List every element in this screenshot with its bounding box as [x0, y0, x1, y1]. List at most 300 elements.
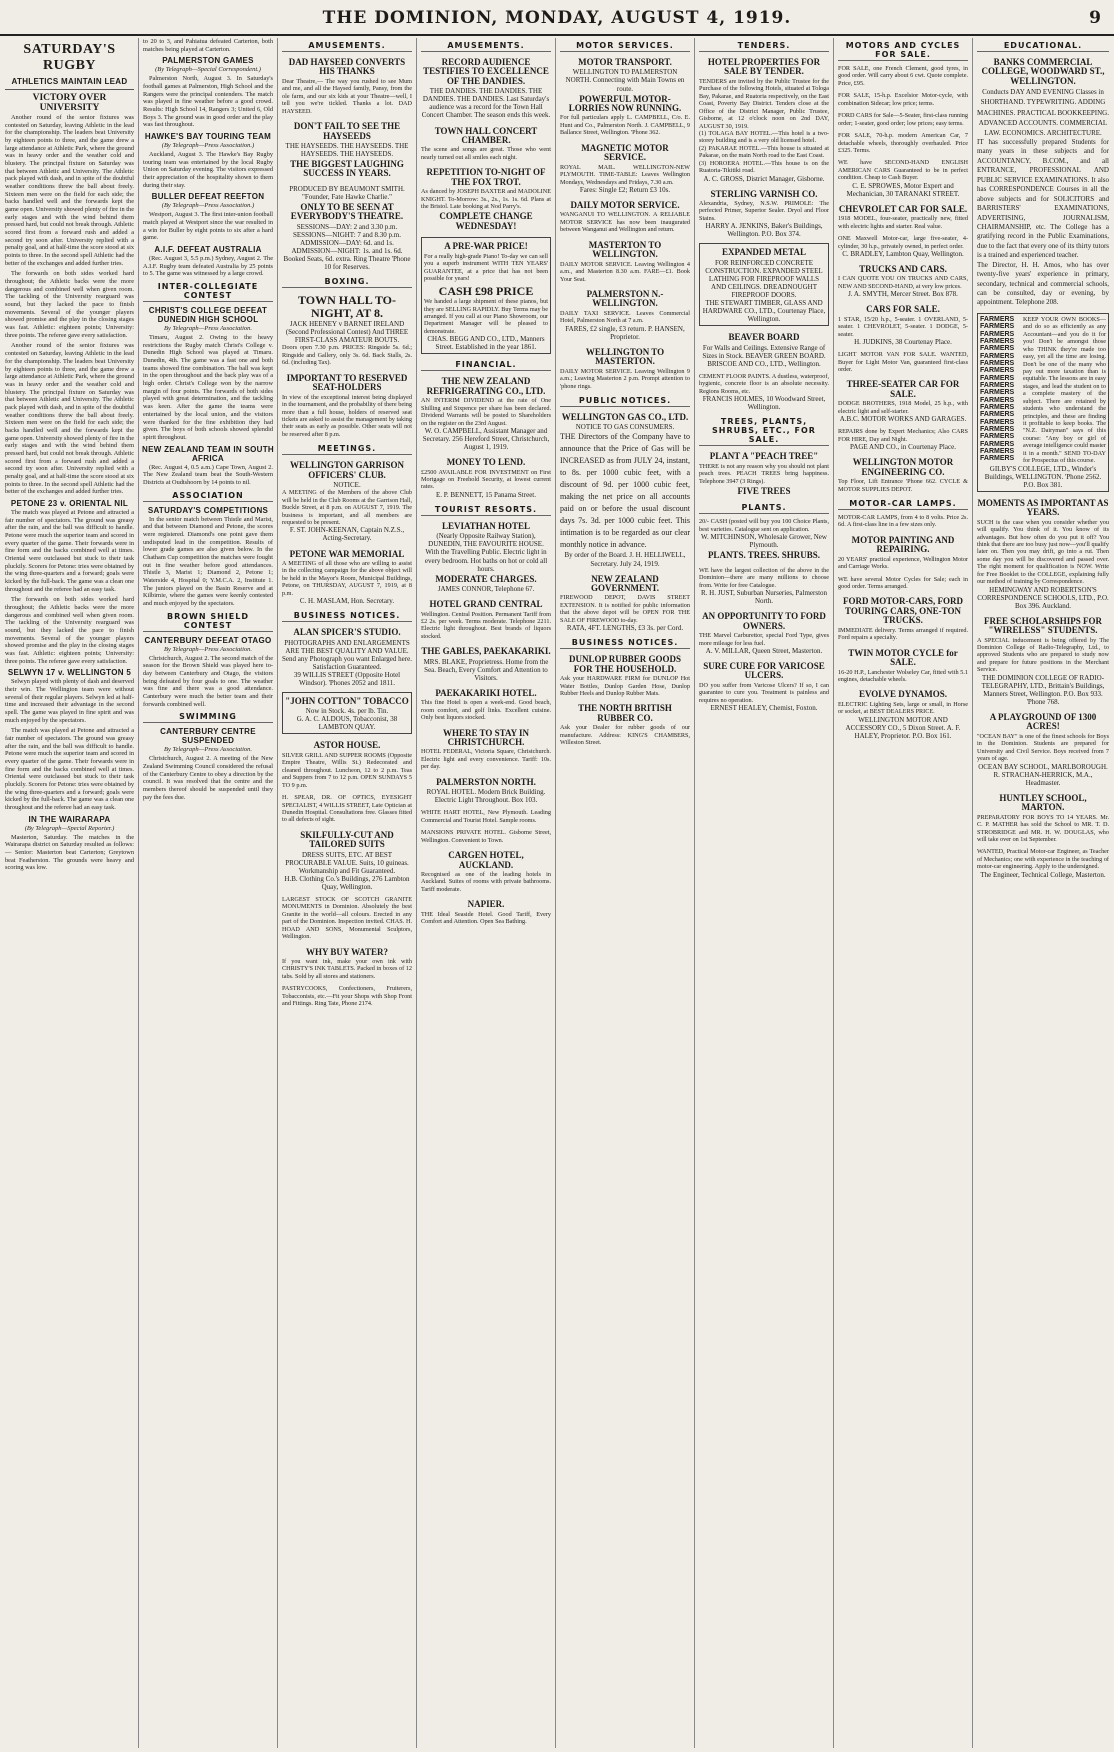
ad-body: MANSIONS PRIVATE HOTEL. Gisborne Street, Wellington. Convenient to Town.	[421, 829, 551, 844]
ad-body: In view of the exceptional interest being displayed in the tournament, and the probability of there being more than a full house, holders of reserved seat tickets are asked to assist the management by taking their seats as early as possible. Other seats will not be reserved after 8 p.m.	[282, 393, 412, 438]
column-rule	[972, 38, 973, 1748]
ad-body: 20 YEARS' practical experience, Wellington Motor and Carriage Works.	[838, 555, 968, 571]
classified-ad	[838, 112, 968, 127]
classified-ad	[838, 351, 968, 373]
classified-ad	[838, 159, 968, 197]
ad-title: ONLY TO BE SEEN AT EVERYBODY'S THEATRE.	[290, 202, 404, 222]
ad-body: DRESS SUITS, ETC. AT BEST PROCURABLE VALUE. Suits, 10 guineas. Workmanship and Fit Guaranteed.	[285, 850, 409, 875]
ad-body: WE have SECOND-HAND ENGLISH AMERICAN CARS Guaranteed to be in perfect condition. Cheap to Cash Buyer.	[838, 159, 968, 182]
ad-signature: HEMINGWAY AND ROBERTSON'S CORRESPONDENCE SCHOOLS, LTD., P.O. Box 396. Auckland.	[977, 585, 1109, 610]
advertisement	[560, 142, 690, 194]
classified-ad	[838, 647, 968, 684]
column-2-sport	[140, 38, 276, 1748]
ad-body: WANTED, Practical Motor-car Engineer, as Teacher of Mechanics; one with experience in the teaching of motor-car engineering. Apply to the undersigned.	[977, 848, 1109, 871]
advertisement	[421, 56, 551, 120]
ad-title: WHY BUY WATER?	[305, 946, 388, 957]
classified-ad	[838, 92, 968, 107]
ad-body: ROYAL HOTEL. Modern Brick Building. Electric Light Throughout. Box 103.	[426, 788, 546, 805]
advertisement	[282, 829, 412, 891]
ad-title: MOTOR TRANSPORT.	[578, 57, 672, 67]
ad-title: EXPANDED METAL	[722, 247, 806, 258]
ad-body: DODGE BROTHERS, 1918 Model, 25 h.p., with electric light and self-starter.	[838, 400, 968, 415]
section-heading: BROWN SHIELD CONTEST	[143, 611, 273, 632]
ad-title: MOMENTS AS IMPORTANT AS YEARS.	[977, 497, 1109, 518]
ad-signature: E. P. BENNETT, 15 Panama Street.	[436, 490, 536, 499]
ad-title: THE NEW ZEALAND REFRIGERATING CO., LTD.	[426, 376, 546, 396]
ad-title: PLANT A "PEACH TREE"	[709, 451, 819, 462]
ad-title: TOWN HALL CONCERT CHAMBER.	[434, 125, 538, 145]
advertisement	[421, 166, 551, 232]
ad-title: WHERE TO STAY IN CHRISTCHURCH.	[442, 727, 530, 748]
article-body: Masterton, Saturday. The matches in the Wairarapa district on Saturday resulted as follows:— Senior: Masterton beat Carterton; Greytown beat Featherston. The grounds were heavy and scoring was low.	[5, 833, 134, 872]
article-headline: NEW ZEALAND TEAM IN SOUTH AFRICA	[142, 444, 274, 463]
ad-signature: W. MITCHINSON, Wholesale Grower, New Plymouth.	[701, 533, 827, 550]
ad-body: DO you suffer from Varicose Ulcers? If so, I can guarantee to cure you. Treatment is painless and requires no operation.	[699, 681, 829, 704]
divider	[5, 89, 134, 90]
classified-ad	[838, 456, 968, 493]
ad-title: WELLINGTON MOTOR ENGINEERING CO.	[852, 457, 954, 477]
advertisement	[421, 645, 551, 682]
ad-body: Recognised as one of the leading hotels in Auckland. Suites of rooms with private bathrooms. Tariff moderate.	[421, 870, 551, 893]
advertisement	[421, 776, 551, 805]
classified-ad	[838, 303, 968, 346]
ad-body: Alexandria, Sydney, N.S.W. PRIMOLE: The perfected Primer, Superior Sealer. Dryol and Floor Stains.	[699, 200, 829, 222]
ad-signature: A. V. MILLAR, Queen Street, Masterton.	[705, 647, 823, 655]
ad-title: DAILY MOTOR SERVICE.	[570, 200, 680, 210]
ad-title: MAGNETIC MOTOR SERVICE.	[581, 142, 669, 163]
ad-body: 1 STAR, 15/20 h.p., 5-seater. 1 OVERLAND, 5-seater. 1 CHEVROLET, 5-seater. 1 DODGE, 5-seater.	[838, 315, 968, 338]
advertisement	[699, 450, 829, 497]
article-headline: IN THE WAIRARAPA	[28, 814, 111, 824]
ad-title: DUNLOP RUBBER GOODS FOR THE HOUSEHOLD.	[568, 654, 682, 674]
ad-title: PETONE WAR MEMORIAL	[289, 548, 405, 559]
advertisement	[560, 56, 690, 137]
ad-body: (2) PAKARAE HOTEL.—This house is situated at Pakarae, on the main North road to the East Coast.	[699, 144, 829, 160]
advertisement	[282, 896, 412, 941]
column-1-sport	[2, 38, 137, 1748]
advertisement	[421, 849, 551, 893]
article-headline: A.I.F. DEFEAT AUSTRALIA	[154, 245, 262, 255]
ad-signature: WELLINGTON MOTOR AND ACCESSORY CO., 5 Dixon Street. A. F. HALEY, Proprietor. P.O. Box 161.	[845, 715, 961, 740]
ad-title: BANKS COMMERCIAL COLLEGE, WOODWARD ST., WELLINGTON.	[981, 57, 1105, 86]
advertisement	[699, 373, 829, 411]
section-heading: SWIMMING	[143, 711, 273, 723]
section-heading: AMUSEMENTS.	[282, 40, 412, 52]
article-body: (Rec. August 3, 5.5 p.m.) Sydney, August 2. The A.I.F. Rugby team defeated Australia by 25 points to 5. The game was witnessed by a large crowd.	[143, 255, 273, 278]
ad-title: SKILFULLY-CUT AND TAILORED SUITS	[300, 829, 394, 850]
article-headline: CANTERBURY CENTRE SUSPENDED	[160, 727, 256, 746]
ad-body: For Walls and Ceilings. Extensive Range of Sizes in Stock. BEAVER GREEN BOARD.	[702, 343, 826, 360]
column-rule	[416, 38, 417, 1748]
ad-subtitle: NOTICE TO GAS CONSUMERS.	[575, 423, 675, 432]
ad-signature: GILBY'S COLLEGE, LTD., Winder's Buildings, WELLINGTON. 'Phone 2562. P.O. Box 381.	[984, 464, 1102, 489]
article-headline: CHRIST'S COLLEGE DEFEAT DUNEDIN HIGH SCHOOL	[148, 306, 268, 325]
article-body: Another round of the senior fixtures was contested on Saturday, leaving Athletic in the lead for the championship. The leaders beat University by eighteen points to three, and the game drew a large attendance at Athletic Park, where the ground was in heavy order and the weather cold and blustery. The principal fixture on Saturday was that between Athletic and University. The Athletic pack played with dash, and in spite of the doubtful weather conditions threw the ball about freely. Sixteen men were on the field for each side; the backs handled well and the forwards kept the game open. University showed plenty of fire in the early stages and with the wind behind them pressed hard, but could not break through. Athletic scored first from a forward rush and added a second try soon after. University replied with a penalty goal, and at half-time the score stood at six points to three. In the second spell Athletic had the better of the exchanges and added further tries.	[5, 342, 134, 496]
section-heading: TOURIST RESORTS.	[421, 504, 551, 516]
classified-ad	[838, 595, 968, 641]
ad-signature: OCEAN BAY SCHOOL, MARLBOROUGH. R. STRACHAN-HERRICK, M.A., Headmaster.	[978, 762, 1108, 787]
ad-body: Now in Stock. 4s. per lb. Tin.	[305, 707, 389, 716]
ad-title: IMPORTANT TO RESERVED SEAT-HOLDERS	[286, 372, 408, 393]
ad-title: THREE-SEATER CAR FOR SALE.	[846, 379, 960, 399]
advertisement	[560, 288, 690, 341]
article-headline: VICTORY OVER UNIVERSITY	[32, 93, 107, 113]
ad-title: WELLINGTON GAS CO., LTD.	[561, 411, 689, 422]
advertisement	[560, 653, 690, 697]
advertisement	[282, 56, 412, 115]
article-headline: HAWKE'S BAY TOURING TEAM	[144, 132, 272, 142]
article-body: Timaru, August 2. Owing to the heavy restrictions the Rugby match Christ's College v. Dunedin High School was played at Timaru. Dunedin, 4th. The game was a fast one and both teams showed fine combination. The ball was kept in the open throughout and the back play was of a high order. Christ's College won by the narrow margin of four points. The forwards of both sides played with great determination, and the tackling was keen. After the game the teams were entertained by the local union, and the visitors were thanked for the fine exhibition they had given. The boys of both schools showed splendid spirit throughout.	[143, 334, 273, 441]
ad-body: CEMENT FLOOR PAINTS. A dustless, waterproof, hygienic, concrete floor is an absolute necessity. Regions Rooms, etc.	[699, 372, 829, 395]
section-heading: INTER-COLLEGIATE CONTEST	[143, 281, 273, 302]
ad-body: As danced by JOSEPH BAXTER and MADOLINE KNIGHT. To-Morrow: 3s., 2s., 1s. 1s. 6d. Plans at the Bristol. Late booking at Nod Parry's.	[421, 188, 551, 210]
ad-title: TOWN HALL TO-NIGHT, AT 8.	[297, 293, 397, 320]
advertisement	[699, 243, 829, 326]
ad-signature: By order of the Board. J. H. HELLIWELL, Secretary. July 24, 1919.	[564, 551, 686, 568]
advertisement	[560, 346, 690, 390]
ad-title: PAEKAKARIKI HOTEL.	[435, 687, 537, 698]
article-headline: CANTERBURY DEFEAT OTAGO	[144, 635, 272, 645]
byline: (By Telegraph—Press Association.)	[161, 202, 255, 210]
ad-body: FOR SALE, 70-h.p. modern American Car, 7 detachable wheels, thoroughly overhauled. Price £325. Terms.	[838, 132, 968, 154]
ad-title: STERLING VARNISH CO.	[710, 188, 818, 199]
classified-ad	[838, 576, 968, 591]
advertisement	[560, 239, 690, 283]
advertisement	[282, 185, 412, 271]
column-rule	[138, 38, 139, 1748]
column-rule	[833, 38, 834, 1748]
ad-body: FOR SALE, one French Clement, good tyres, in good order. Will carry about 6 cwt. Quote complete. Price, £95.	[838, 65, 968, 87]
ad-body: HOTEL FEDERAL, Victoria Square, Christchurch. Electric light and every convenience. Tariff: 10s. per day.	[421, 748, 551, 771]
advertisement	[977, 792, 1109, 844]
ad-signature: F. ST. JOHN-KEENAN, Captain N.Z.S., Acting-Secretary.	[289, 526, 405, 543]
column-7-motors	[835, 38, 971, 1748]
ad-body: THE Directors of the Company have to announce that the Price of Gas will be INCREASED as from JULY 24, instant, to 8s. per 1000 cubic feet, with a discount of 9d. per 1000 cubic feet, making the net price on all accounts paid on or before the usual discount days 7s. 3d. per 1000 cubic feet. This intimation is to be regarded as our clear monthly notice in advance.	[560, 432, 690, 550]
ad-price: CASH £98 PRICE	[438, 283, 534, 298]
section-heading: MOTOR SERVICES.	[560, 40, 690, 52]
ad-title: EVOLVE DYNAMOS.	[858, 689, 947, 700]
ad-title: DON'T FAIL TO SEE THE HAYSEEDS	[293, 121, 401, 141]
ad-body: A MEETING of the Members of the above Club will be held in the Club Rooms at the Garrison Hall, Buckle Street, at 8 p.m. on AUGUST 7, 1919. The business is important, and all members are requested to be present.	[282, 489, 412, 526]
advertisement	[282, 120, 412, 180]
ad-title: REPETITION TO-NIGHT OF THE FOX TROT.	[426, 167, 546, 187]
column-rule	[694, 38, 695, 1748]
classified-ad	[838, 132, 968, 154]
classified-ad	[838, 203, 968, 230]
article-headline: PALMERSTON GAMES	[162, 56, 254, 66]
classified-ad	[838, 235, 968, 258]
ad-signature: C. E. SPROWES, Motor Expert and Mechanician, 30 TARANAKI STREET.	[846, 181, 960, 198]
ad-title: FIVE TREES	[737, 486, 791, 496]
ad-body: THE HAYSEEDS. THE HAYSEEDS. THE HAYSEEDS. THE HAYSEEDS.	[285, 141, 409, 158]
ad-title: PALMERSTON N.-WELLINGTON.	[586, 288, 664, 309]
advertisement	[282, 739, 412, 789]
ad-title: COMPLETE CHANGE WEDNESDAY!	[439, 211, 533, 231]
ad-title: POWERFUL MOTOR-LORRIES NOW RUNNING.	[568, 93, 682, 114]
article-body: Selwyn played with plenty of dash and deserved their win. The Wellington team were without several of their regular players. Selwyn led at half-time and increased their advantage in the second spell. The game was played in fine spirit and was much enjoyed by the spectators.	[5, 678, 134, 724]
byline: (By Telegraph—Special Correspondent.)	[155, 66, 261, 74]
ad-body: Booked Seats, 6d. extra. Ring Theatre 'Phone 10 for Reserves.	[283, 255, 411, 272]
article-body: Christchurch, August 2. A meeting of the New Zealand Swimming Council considered the refusal of the Canterbury Centre to obey a direction by the council. It was resolved that the centre and the members thereof should be suspended until they pay the fees due.	[143, 755, 273, 801]
section-heading: MEETINGS.	[282, 443, 412, 455]
advertisement	[421, 125, 551, 162]
advertisement	[699, 567, 829, 605]
advertisement	[699, 56, 829, 183]
ad-body: FIREWOOD DEPOT, DAVIS STREET EXTENSION. It is notified for public information that the above depot will be OPEN FOR THE SALE OF FIREWOOD to-day.	[560, 594, 690, 624]
ad-body: WE have the largest collection of the above in the Dominion—there are many millions to choose from. Write for free Catalogue.	[699, 566, 829, 589]
ad-body: SUCH is the case when you consider whether you will qualify. You think of it. You know of its advantages. But how often do you put it off? You think that there are too busy just now—you'll qualify later on. Then you may drift, go into a rut. Then some day you will be discovered and passed over. The right moment for qualification is NOW. Write for Free Booklet to the COLLEGE, explaining fully our method of training by Correspondence.	[977, 518, 1109, 586]
ad-body: 20/- CASH (posted will buy you 100 Choice Plants, best varieties. Catalogue sent on application.	[699, 518, 829, 533]
ad-signature: H. JUDKINS, 38 Courtenay Place.	[854, 338, 952, 347]
ad-title: BEAVER BOARD	[728, 332, 800, 343]
byline: (By Telegraph—Special Reporter.)	[24, 824, 115, 832]
newspaper-title: THE DOMINION, MONDAY, AUGUST 4, 1919.	[322, 8, 792, 28]
byline: By Telegraph—Press Association.	[163, 325, 253, 333]
ad-body: I CAN QUOTE YOU ON TRUCKS AND CARS, NEW AND SECOND-HAND, at very low prices.	[838, 275, 968, 290]
advertisement	[977, 56, 1109, 308]
column-3-amusements	[279, 38, 415, 1748]
section-heading: TREES, PLANTS, SHRUBS, ETC., FOR SALE.	[699, 416, 829, 446]
ad-body: Top Floor, Lift Entrance 'Phone 662. CYCLE & MOTOR SUPPLIES DEPOT.	[838, 478, 968, 493]
advertisement	[421, 375, 551, 451]
ad-body: ELECTRIC Lighting Sets, large or small, in Horse or socket, at BEST DEALERS PRICE.	[838, 700, 968, 716]
advertisement	[699, 331, 829, 368]
ad-body: ONE Maxwell Motor-car, large five-seater, 4-cylinder, 30 h.p., privately owned, in perfect order.	[838, 235, 968, 250]
section-heading: ASSOCIATION	[143, 490, 273, 502]
masthead	[0, 0, 1114, 36]
ad-title: HOTEL PROPERTIES FOR SALE BY TENDER.	[707, 57, 821, 77]
ad-body: LARGEST STOCK OF SCOTCH GRANITE MONUMENTS in Dominion. Absolutely the best Granite in the world—all colours. Erected in any part of the Dominion. Inspection invited. CHAS. H. HOAD AND SONS, Monumental Sculptors, Wellington.	[282, 895, 412, 941]
ad-title: CARS FOR SALE.	[866, 304, 940, 315]
section-heading: MOTORS AND CYCLES FOR SALE.	[838, 40, 968, 61]
ad-body: Fares: Single £2; Return £3 10s.	[579, 185, 671, 194]
ad-body: (3) HOROERA HOTEL.—This house is on the Ruatoria-Tikitiki road.	[699, 159, 829, 175]
article-body: The match was played at Petone and attracted a fair number of spectators. The ground was greasy after the rain, and the ball was difficult to handle. Petone were much the superior team and scored in every quarter of the game. Their forwards were in fine form and the backs combined well at times. Oriental were outclassed but stuck to their task pluckily. Scorers for Petone: tries were obtained by the wing three-quarters and a forward; goals were kicked by the full-back. The game was a clean one throughout and the referee had an easy task.	[5, 727, 134, 812]
column-5-motor-services	[557, 38, 693, 1748]
ad-body: JACK HEENEY v BARNET IRELAND (Second Professional Contest) And THREE FIRST-CLASS AMATEUR BOUTS.	[285, 320, 409, 345]
article-body: Auckland, August 3. The Hawke's Bay Rugby touring team was entertained by the local Rugby Union on Saturday evening. The visitors expressed their appreciation of the hospitality shown to them during their stay.	[143, 151, 273, 189]
ad-title: ALAN SPICER'S STUDIO.	[293, 627, 401, 638]
ad-body: THE DANDIES. THE DANDIES. THE DANDIES. THE DANDIES. Last Saturday's audience was a record for the Town Hall Concert Chamber. The season ends this week.	[421, 87, 551, 120]
ad-signature: HARRY A. JENKINS, Baker's Buildings, Wellington. P.O. Box 374.	[705, 222, 823, 239]
ad-body: PASTRYCOOKS, Confectioners, Fruiterers, Tobacconists, etc.—Fit your Shops with Shop Front and Fittings. Ring Tate, Phone 2174.	[282, 985, 412, 1008]
classified-ad	[838, 514, 968, 529]
ad-body: DAILY MOTOR SERVICE. Leaving Wellington 4 a.m., and Masterton 8.30 a.m. FARE—£1. Book Your Seat.	[560, 260, 690, 283]
advertisement	[282, 372, 412, 439]
ad-body: H. SPEAR, DR. OF OPTICS, EYESIGHT SPECIALIST, 4 WILLIS STREET, Late Optician at Dunedin Hospital. Consultations free. Glasses fitted to all defects of sight.	[282, 794, 412, 824]
ad-body: £2500 AVAILABLE FOR INVESTMENT on First Mortgage on Freehold Security, at lowest current rates.	[421, 468, 551, 491]
advertisement	[699, 518, 829, 561]
ad-sidebar: FARMERS FARMERS FARMERS FARMERS FARMERS FARMERS FARMERS FARMERS FARMERS FARMERS FARMERS FARMERS FARMERS FARMERS FARMERS FARMERS FARMERS FARMERS FARMERS FARMERS	[980, 315, 1015, 463]
ad-title: THE NORTH BRITISH RUBBER CO.	[578, 703, 672, 723]
section-heading: PUBLIC NOTICES.	[560, 395, 690, 407]
article-body: Christchurch, August 2. The second match of the season for the Brown Shield was played here to-day between Canterbury and Otago, the visitors being defeated by four goals to one. The weather was fine and there was a good attendance. Canterbury were much the better team and their forwards combined well.	[143, 654, 273, 708]
ad-body: The scene and songs are great. Those who went nearly turned out all smiles each night.	[421, 146, 551, 161]
advertisement	[421, 598, 551, 640]
ad-title: A PLAYGROUND OF 1300 ACRES!	[989, 711, 1097, 732]
subheading: ATHLETICS MAINTAIN LEAD	[11, 77, 128, 86]
ad-body: MOTOR-CAR LAMPS, from 4 to 8 volts. Price 2s. 6d. A first-class line in a few sizes only.	[838, 513, 968, 529]
column-6-tenders	[696, 38, 832, 1748]
article-headline: PETONE 23 v. ORIENTAL NIL	[10, 498, 129, 508]
ad-title: RECORD AUDIENCE TESTIFIES TO EXCELLENCE OF THE DANDIES.	[423, 57, 549, 86]
column-rule	[277, 38, 278, 1748]
ad-body: PHOTOGRAPHS AND ENLARGEMENTS ARE THE BEST QUALITY AND VALUE. Send any Photograph you want Enlarged here. Satisfaction Guaranteed.	[282, 638, 412, 671]
ad-body: PRODUCED BY BEAUMONT SMITH. "Founder, Fate Hawke Charlie."	[289, 184, 405, 201]
advertisement	[977, 497, 1109, 610]
classified-ad	[838, 378, 968, 423]
section-heading: BOXING.	[282, 276, 412, 288]
advertisement	[421, 809, 551, 824]
ad-body: WHITE HART HOTEL, New Plymouth. Leading Commercial and Tourist Hotel. Sample rooms.	[421, 809, 551, 824]
advertisement	[977, 615, 1109, 706]
section-heading: EDUCATIONAL.	[977, 40, 1109, 52]
ad-body: FARES, £2 single, £3 return. P. HANSEN, Proprietor.	[565, 324, 685, 341]
ad-signature: C. BRADLEY, Lambton Quay, Wellington.	[842, 249, 964, 258]
ad-body: REPAIRS done by Expert Mechanics; Also CARS FOR HIRE, Day and Night.	[838, 428, 968, 443]
ad-body: WE have several Motor Cycles for Sale; each in good order. Terms arranged.	[838, 575, 968, 591]
ad-body: WANGANUI TO WELLINGTON. A RELIABLE MOTOR SERVICE has now been inaugurated between Wanganui and Wellington and return.	[560, 211, 690, 234]
section-heading: BUSINESS NOTICES.	[560, 637, 690, 649]
article-headline: SATURDAY'S COMPETITIONS	[147, 505, 269, 515]
advertisement	[699, 188, 829, 239]
byline: By Telegraph—Press Association.	[163, 645, 253, 653]
ad-body: AN INTERIM DIVIDEND at the rate of One Shilling and Sixpence per share has been declared. Dividend Warrants will be posted to Shareholders on the register on the 23rd August.	[421, 397, 551, 427]
section-heading: FINANCIAL.	[421, 359, 551, 371]
section-heading: PLANTS.	[699, 502, 829, 514]
advertisement	[282, 794, 412, 824]
ad-body: FORD CARS for Sale—5-Seater, first-class running order; 1-seater, good order; low prices; easy terms.	[838, 112, 968, 127]
ad-body: A MEETING of all those who are willing to assist in the collecting campaign for the above object will be held in the Mayor's Room, Municipal Buildings, Petone, on THURSDAY, AUGUST 7, 1919, at 8 p.m.	[282, 559, 412, 597]
ad-signature: ERNEST HEALEY, Chemist, Foxton.	[710, 704, 818, 713]
ad-signature: R. H. JUST, Suburban Nurseries, Palmerston North.	[700, 589, 828, 606]
section-heading: MOTOR-CAR LAMPS.	[838, 498, 968, 510]
ad-body: THE Ideal Seaside Hotel. Good Tariff, Every Comfort and Attention. Open Sea Bathing.	[421, 910, 551, 926]
article-body: The forwards on both sides worked hard throughout; the Athletic backs were the more dangerous and combined well when given room. The tackling of the University rearguard was sound, but they lacked the pace to finish movements. Several of the younger players showed promise and the play in the closing stages was fast. Athletic: eighteen points; University: three points. The referee gave every satisfaction.	[5, 270, 134, 339]
advertisement	[560, 199, 690, 234]
ad-signature: A. C. GROSS, District Manager, Gisborne.	[703, 174, 825, 183]
article-body: (Rec. August 4, 0.5 a.m.) Cape Town, August 2. The New Zealand team beat the South-Western Districts at Oudtshoorn by 14 points to nil.	[143, 463, 273, 486]
advertisement	[421, 687, 551, 722]
ad-title: PALMERSTON NORTH.	[436, 776, 536, 787]
ad-title: TWIN MOTOR CYCLE for SALE.	[848, 647, 958, 668]
section-heading: TENDERS.	[699, 40, 829, 52]
ad-body: NOTICE.	[333, 481, 361, 490]
advertisement	[699, 610, 829, 655]
ad-body: ROYAL MAIL. WELLINGTON-NEW PLYMOUTH. TIME-TABLE: Leaves Wellington Mondays, Wednesdays and Fridays, 7.30 a.m.	[560, 163, 690, 186]
ad-title: FREE SCHOLARSHIPS FOR "WIRELESS" STUDENTS.	[983, 615, 1103, 636]
ad-signature: W. O. CAMPBELL, Assistant Manager and Secretary. 256 Hereford Street, Christchurch, August 1, 1919.	[422, 427, 550, 452]
ad-body: SILVER GRILL AND SUPPER ROOMS (Opposite Empire Theatre, Willis St.) Redecorated and cleaned throughout. Luncheon, 12 to 2 p.m. Teas and Suppers from 7 to 12 p.m. OPEN SUNDAYS 5 TO 9 p.m.	[282, 751, 412, 789]
section-heading: SATURDAY'S RUGBY	[23, 42, 116, 73]
article-body: Another round of the senior fixtures was contested on Saturday, leaving Athletic in the lead for the championship. The leaders beat University by eighteen points to three, and the game drew a large attendance at Athletic Park, where the ground was in heavy order and the weather cold and blustery. The principal fixture on Saturday was that between Athletic and University. The Athletic pack played with dash, and in spite of the doubtful weather conditions threw the ball about freely. Sixteen men were on the field for each side; the backs handled well and the forwards kept the game open. University showed plenty of fire in the early stages and with the wind behind them pressed hard, but could not break through. Athletic scored first from a forward rush and added a second try soon after. University replied with a penalty goal, and at half-time the score stood at six points to three. In the second spell Athletic had the better of the exchanges and added further tries.	[5, 114, 134, 267]
page-number: 9	[1089, 8, 1102, 28]
article-body: Westport, August 3. The first inter-union football match played at Westport since the war resulted in a win for Buller by eight points to six after a hard game.	[143, 211, 273, 242]
advertisement	[282, 985, 412, 1007]
advertisement	[421, 727, 551, 771]
column-4-amusements	[418, 38, 554, 1748]
ad-body: DAILY MOTOR SERVICE. Leaving Wellington 9 a.m.; Leaving Masterton 2 p.m. Prompt attention to 'phone rings.	[560, 367, 690, 390]
ad-body: FOR REINFORCED CONCRETE CONSTRUCTION. EXPANDED STEEL LATHING FOR FIREPROOF WALLS AND CEILINGS. DREADNOUGHT FIREPROOF DOORS.	[705, 258, 823, 300]
ad-body: "OCEAN BAY" is one of the finest schools for Boys in the Dominion. Students are prepared for University and Civil Service. Boys received from 7 years of age.	[977, 732, 1109, 763]
advertisement	[421, 456, 551, 499]
advertisement	[977, 848, 1109, 878]
ad-signature: THE DOMINION COLLEGE OF RADIO-TELEGRAPHY, LTD., Brittain's Buildings, Manners Street, Wellington. P.O. Box 933. 'Phone 768.	[981, 673, 1105, 706]
ad-body: IMMEDIATE delivery. Terms arranged if required. Ford repairs a specialty.	[838, 626, 968, 642]
ad-title: WELLINGTON GARRISON OFFICERS' CLUB.	[289, 460, 405, 480]
ad-title: "JOHN COTTON" TOBACCO	[285, 695, 409, 706]
advertisement	[282, 946, 412, 981]
ad-title: A PRE-WAR PRICE!	[444, 241, 528, 252]
advertisement	[282, 626, 412, 687]
ad-title: CHEVROLET CAR FOR SALE.	[838, 203, 968, 214]
ad-body: For full particulars apply L. CAMPBELL, C/o. E. Hunt and Co., Palmerston North. J. CAMPBELL, 9 Ballance Street, Wellington. 'Phone 362.	[560, 114, 690, 137]
ad-body: 1918 MODEL, four-seater, practically new, fitted with electric lights and starter. Real value.	[838, 215, 968, 230]
article-body: In the senior match between Thistle and Marist, and that between Diamond and Petone, the scores were registered. Diamond's one point gave them undisputed lead in the competition. Results of lower grade games are also given below. In the Chatham Cup competition the matches were fought out in fine weather before good attendances. Thistle 3, Marist 1; Diamond 2, Petone 1; Waterside 4, Hospital 0; Y.M.C.A. 2, Institute 1. The juniors played on the Basin Reserve and at Kilbirnie, where the games were keenly contested and much enjoyed by the spectators.	[143, 515, 273, 607]
ad-body: Dear Theatre,— The way you rushed to see Mum and me, and all the Haysed family, Pansy, from the ole farm, and our six kids at your Theatre—well, I tell you we're tickled. Thanks a lot. DAD HAYSEED.	[282, 77, 412, 115]
ad-body: THERE is not any reason why you should not plant peach trees. PEACH TREES bring happiness. Telephone 3947 (3 Rings).	[699, 462, 829, 485]
ad-title: HUNTLEY SCHOOL, MARTON.	[999, 792, 1087, 813]
ad-signature: A.B.C. MOTOR WORKS AND GARAGES.	[839, 415, 967, 424]
advertisement	[560, 702, 690, 746]
ad-body: Wellington. Central Position. Permanent Tariff from £2 2s. per week. Terms moderate. Telephone 2211. Electric light throughout. Best brands of liquors stocked.	[421, 610, 551, 640]
ad-body: FOR SALE, 15-h.p. Excelsior Motor-cycle, with combination Sidecar; low price; terms.	[838, 92, 968, 107]
ad-body: (Nearly Opposite Railway Station), DUNEDIN, THE FAVOURITE HOUSE. With the Travelling Public. Electric light in every bedroom. Hot baths on hot or cold all hours.	[424, 532, 548, 573]
ad-title: AN OPPORTUNITY TO FORD OWNERS.	[702, 611, 826, 631]
section-heading: AMUSEMENTS.	[421, 40, 551, 52]
ad-body: For a really high-grade Piano! To-day we can sell you a superb instrument WITH TEN YEARS' GUARANTEE, at a price that has not been possible for years!	[424, 252, 548, 283]
ad-body: IT has successfully prepared Students for many years in these subjects and for ACCOUNTANCY, B.COM., and all ENTRANCE, PROFESSIONAL AND PUBLIC SERVICE EXAMINATIONS. It also has CORRESPONDENCE Courses in all the above subjects and for SOLICITORS and BARRISTERS' EXAMINATIONS, ADVERTISING, JOURNALISM, CHAIRMANSHIP, etc. The College has a gratifying record in the Public Examinations, due to the fact that every one of its thirty tutors is a trained and experienced teacher.	[977, 138, 1109, 260]
ad-body: Ask your HARDWARE FIRM for DUNLOP Hot Water Bottles, Dunlop Garden Hose, Dunlop Rubber Heels and Dunlop Rubber Mats.	[560, 675, 690, 697]
ad-body: If you want ink, make your own ink with CHRISTY'S INK TABLETS. Packed in boxes of 12 tabs. Sold by all stores and stationers.	[282, 958, 412, 980]
ad-title: NEW ZEALAND GOVERNMENT.	[590, 573, 660, 593]
advertisement	[977, 313, 1109, 492]
ad-title: TRUCKS AND CARS.	[859, 264, 947, 275]
byline: By Telegraph—Press Association.	[163, 746, 253, 754]
classified-ad	[838, 534, 968, 571]
classified-ad	[838, 65, 968, 87]
ad-body: TENDERS are invited by the Public Trustee for the Purchase of the following Hotels, situated at Tologa Bay, Pakarae, and Ruatoria respectively, on the East Coast, Poverty Bay District. Tenders close at the Office of the District Manager, Public Trustee, Gisborne, at 12 o'clock noon on 2nd DAY, AUGUST 30, 1919.	[699, 77, 829, 130]
classified-ad	[838, 688, 968, 739]
ad-title: WELLINGTON TO MASTERTON.	[585, 346, 665, 367]
ad-body: DAILY TAXI SERVICE. Leaves Commercial Hotel, Palmerston North at 7 a.m.	[560, 309, 690, 325]
ad-body: THE Marvel Carburettor, special Ford Type, gives more mileage for less fuel.	[699, 632, 829, 647]
advertisement	[421, 520, 551, 593]
ad-signature: The Engineer, Technical College, Masterton.	[980, 870, 1106, 879]
ad-title: NAPIER.	[467, 899, 505, 910]
article-body: to 20 to 3, and Pahiatua defeated Carterton, both matches being played at Carterton.	[143, 38, 273, 53]
advertisement	[421, 237, 551, 354]
article-headline: BULLER DEFEAT REEFTON	[151, 192, 265, 202]
ad-body: WELLINGTON TO PALMERSTON NORTH. Connecting with Main Towns en route.	[565, 68, 685, 93]
ad-body: KEEP YOUR OWN BOOKS—and do so as efficiently as any Accountant—and you do it for you! Don't be amongst those who THINK they're made too easy, yet all the time are losing. Don't be one of the many who pay out more taxation than is equitable. The lessons are in easy stages, and lead the student on to a complete mastery of the subject. There are retained by students who understand the principles, and these are finding it profitable to keep books. The "N.Z. Dairyman" says of this course: "Any boy or girl of average intelligence could master it in a month." SEND TO-DAY for Prospectus of this course.	[1023, 315, 1106, 465]
ad-body: H.B. Clothing Co.'s Buildings, 276 Lambton Quay, Wellington.	[284, 874, 410, 891]
ad-body: 39 WILLIS STREET (Opposite Hotel Windsor). 'Phones 2052 and 1811.	[293, 670, 401, 687]
ad-body: Conducts DAY AND EVENING Classes in SHORTHAND. TYPEWRITING. ADDING MACHINES. PRACTICAL BOOKKEEPING. ADVANCED ACCOUNTS. COMMERCIAL LAW. ECONOMICS. ARCHITECTURE.	[977, 88, 1109, 137]
advertisement	[560, 411, 690, 568]
advertisement	[421, 829, 551, 844]
advertisement	[282, 459, 412, 542]
advertisement	[699, 660, 829, 712]
ad-columns	[980, 316, 1106, 465]
advertisement	[282, 692, 412, 735]
ad-signature: JAMES CONNOR, Telephone 67.	[437, 585, 535, 594]
advertisement	[560, 573, 690, 633]
section-heading: BUSINESS NOTICES.	[282, 610, 412, 622]
ad-body: The Director, H. H. Amos, who has over twenty-five years' experience in primary, secondary, technical and commercial schools, can be consulted, day or evening, by appointment. Telephone 208.	[977, 260, 1109, 307]
classified-ad	[838, 428, 968, 451]
article-headline: SELWYN 17 v. WELLINGTON 5	[7, 668, 132, 678]
